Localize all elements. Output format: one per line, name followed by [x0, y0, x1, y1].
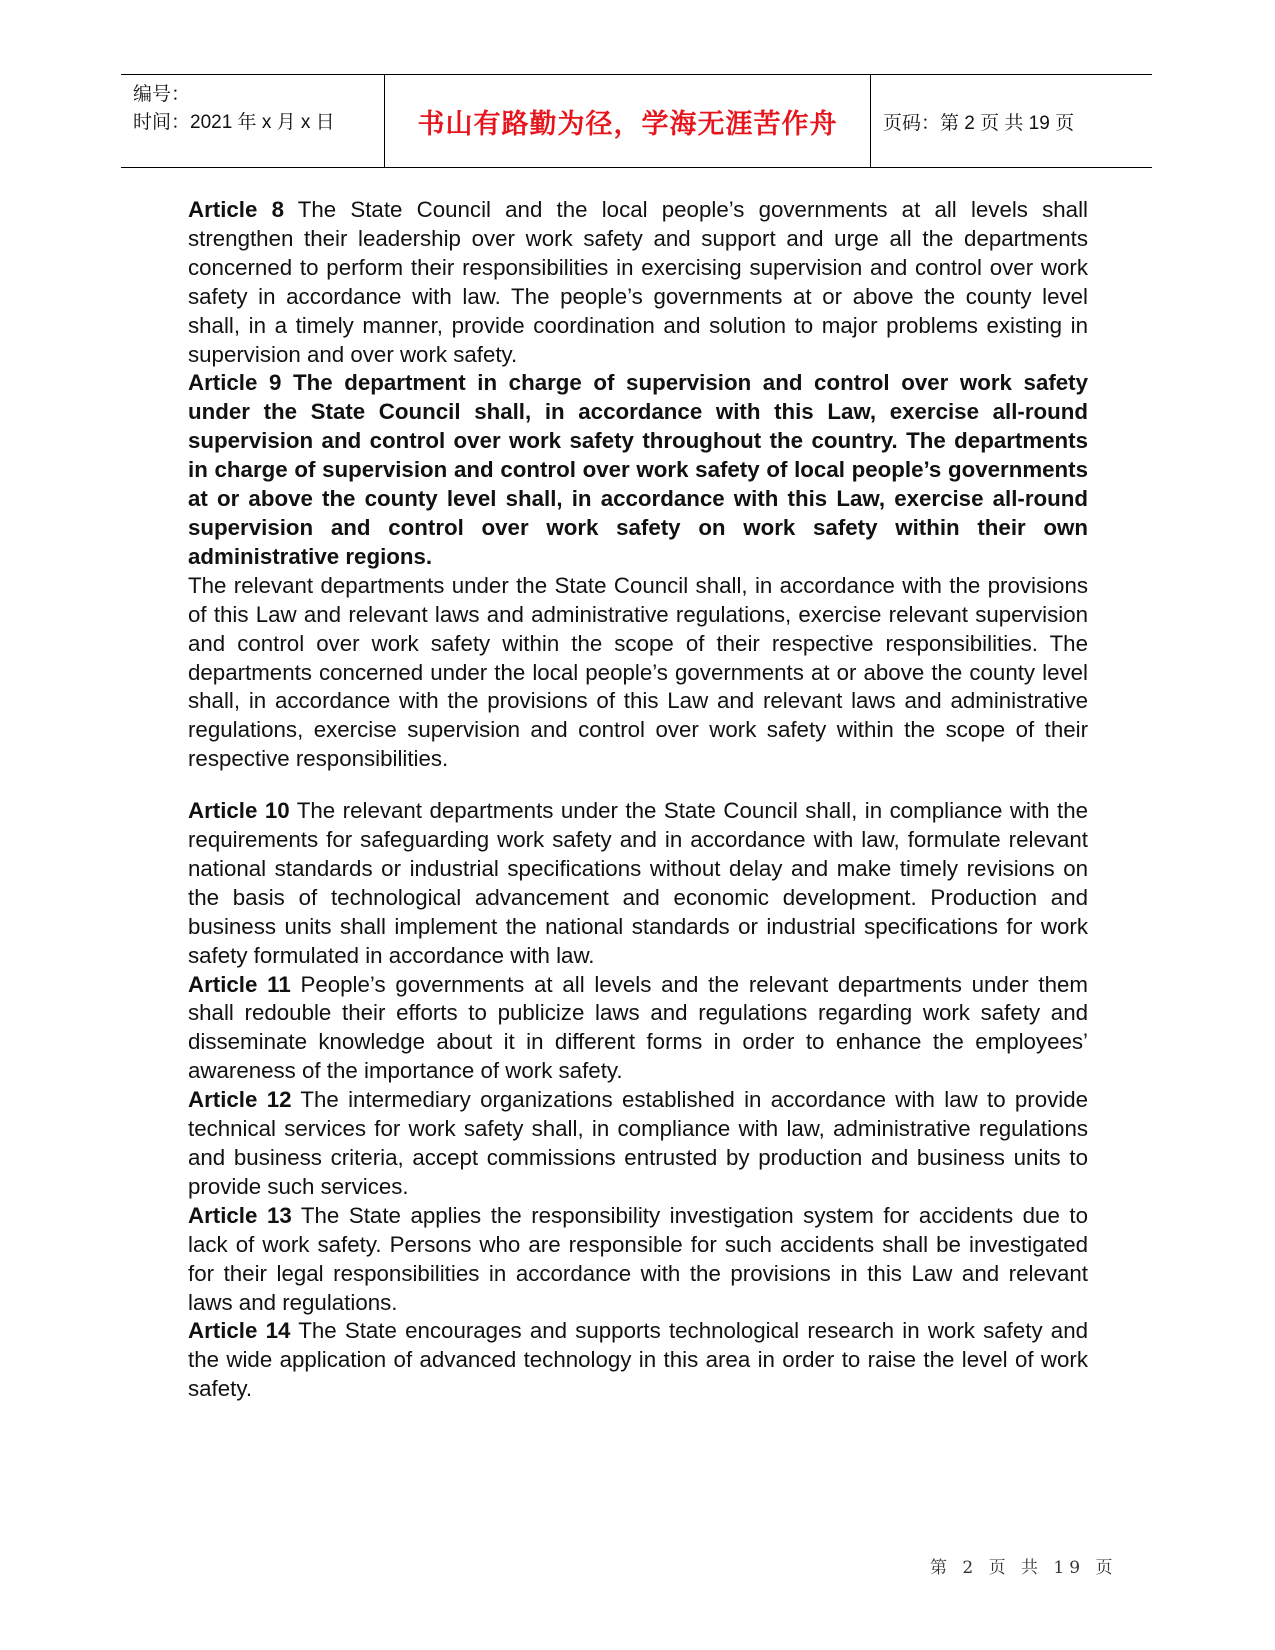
article-9 [188, 369, 1088, 571]
article-text: The State applies the responsibility investigation system for accidents due to lack of work safety. Persons who are responsible for such accidents shall be investigated for their legal responsibilities in accordance with the provisions in this Law and relevant laws and regulations. [188, 1202, 1088, 1315]
article-text: The State Council and the local people’s governments at all levels shall strengthen their leadership over work safety and support and urge all the departments concerned to perform their responsibilities in exercising supervision and control over work safety in accordance with law. The people’s governments at or above the county level shall, in a timely manner, provide coordination and solution to major problems existing in supervision and over work safety. [188, 197, 1088, 367]
header-info [121, 75, 385, 167]
article-text: The relevant departments under the State Council shall, in accordance with the provisions of this Law and relevant laws and administrative regulations, exercise relevant supervision and control over work safety within the scope of their respective responsibilities. The departments concerned under the local people’s governments at or above the county level shall, in accordance with the provisions of this Law and relevant laws and administrative regulations, exercise supervision and control over work safety within the scope of their respective responsibilities. [188, 572, 1088, 772]
number-label: 编号： [133, 84, 191, 105]
article-14 [188, 1317, 1088, 1404]
article-label: Article 10 [188, 798, 290, 824]
article-label: Article 12 [188, 1087, 292, 1113]
header-motto: 书山有路勤为径，学海无涯苦作舟 [385, 75, 871, 167]
article-9-continued [188, 572, 1088, 774]
article-label: Article 14 [188, 1318, 291, 1344]
time-label: 时间：2021 年 x 月 x 日 [133, 112, 335, 133]
article-12 [188, 1086, 1088, 1202]
article-text: People’s governments at all levels and the relevant departments under them shall redouble their efforts to publicize laws and regulations regarding work safety and disseminate knowledge about it in different forms in order to enhance the employees’ awareness of the importance of work safety. [188, 971, 1088, 1084]
article-text: The intermediary organizations established in accordance with law to provide technical services for work safety shall, in compliance with law, administrative regulations and business criteria, accept commissions entrusted by production and business units to provide such services. [188, 1087, 1089, 1199]
article-11 [188, 971, 1088, 1087]
article-text: The State encourages and supports technological research in work safety and the wide application of advanced technology in this area in order to raise the level of work safety. [188, 1318, 1088, 1402]
article-text: The department in charge of supervision and control over work safety under the State Council shall, in accordance with this Law, exercise all-round supervision and control over work safety throughout the country. The departments in charge of supervision and control over work safety of local people’s governments at or above the county level shall, in accordance with this Law, exercise all-round supervision and control over work safety on work safety within their own administrative regions. [188, 370, 1088, 569]
page-footer: 第 2 页 共 19 页 [930, 1558, 1118, 1578]
article-10 [188, 797, 1088, 970]
page-header [121, 74, 1152, 168]
document-body [188, 196, 1088, 1404]
article-label: Article 11 [188, 971, 291, 997]
article-8 [188, 196, 1088, 369]
article-label: Article 9 [188, 370, 282, 396]
article-label: Article 13 [188, 1202, 292, 1228]
header-page-indicator: 页码：第 2 页 共 19 页 [883, 112, 1075, 134]
article-13 [188, 1202, 1088, 1318]
article-label: Article 8 [188, 197, 284, 222]
article-text: The relevant departments under the State Council shall, in compliance with the requirements for safeguarding work safety and in accordance with law, formulate relevant national standards or industrial specifications without delay and make timely revisions on the basis of technological advancement and economic development. Production and business units shall implement the national standards or industrial specifications for work safety formulated in accordance with law. [188, 798, 1089, 968]
